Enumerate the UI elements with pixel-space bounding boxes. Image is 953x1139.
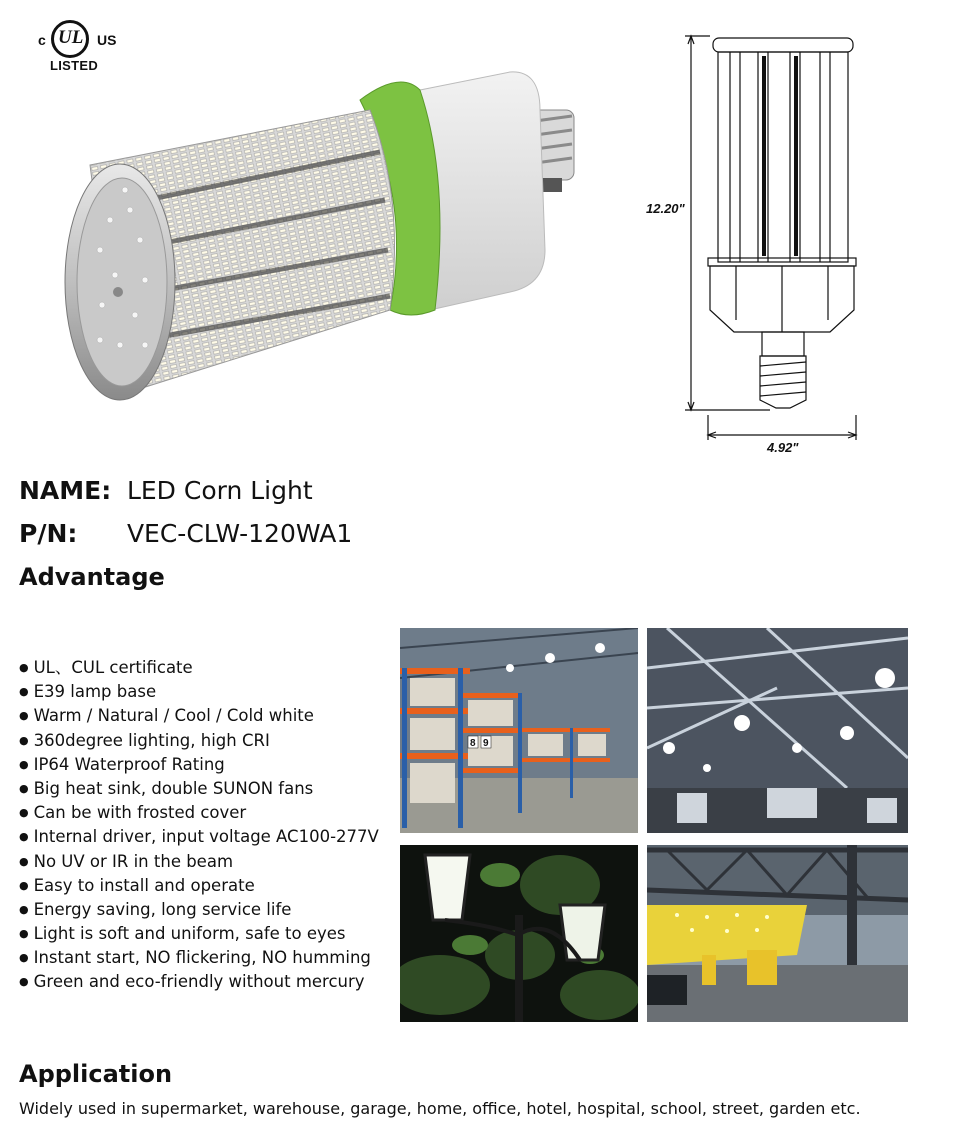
pn-label: P/N: — [19, 519, 78, 548]
gas-station-photo — [647, 845, 908, 1022]
name-label: NAME: — [19, 476, 112, 505]
warehouse-photo — [400, 628, 638, 833]
list-item: ● Light is soft and uniform, safe to eyes — [19, 922, 379, 946]
name-value: LED Corn Light — [126, 476, 313, 505]
product-photo — [40, 60, 600, 440]
pn-value: VEC-CLW-120WA1 — [126, 519, 353, 548]
list-item: ● Can be with frosted cover — [19, 801, 379, 825]
product-name-row — [19, 476, 313, 505]
width-dimension: 4.92" — [767, 440, 799, 455]
list-item: ● Warm / Natural / Cool / Cold white — [19, 704, 379, 728]
application-text: Widely used in supermarket, warehouse, garage, home, office, hotel, hospital, school, street, garden etc. — [19, 1099, 861, 1118]
dimension-drawing — [640, 20, 880, 460]
list-item: ● UL、CUL certificate — [19, 656, 379, 680]
list-item: ● E39 lamp base — [19, 680, 379, 704]
logo-c: c — [38, 32, 46, 48]
list-item: ● No UV or IR in the beam — [19, 850, 379, 874]
application-heading: Application — [19, 1060, 173, 1088]
list-item: ● Easy to install and operate — [19, 874, 379, 898]
advantage-list — [19, 656, 379, 995]
list-item: ● 360degree lighting, high CRI — [19, 729, 379, 753]
logo-listed: LISTED — [50, 58, 99, 73]
advantage-heading: Advantage — [19, 563, 165, 591]
factory-photo — [647, 628, 908, 833]
warehouse-tag: 9 — [483, 738, 489, 749]
logo-ul: UL — [58, 27, 84, 48]
list-item: ● Green and eco-friendly without mercury — [19, 970, 379, 994]
part-number-row — [19, 519, 352, 548]
height-dimension: 12.20" — [646, 201, 685, 216]
list-item: ● IP64 Waterproof Rating — [19, 753, 379, 777]
list-item: ● Big heat sink, double SUNON fans — [19, 777, 379, 801]
list-item: ● Internal driver, input voltage AC100-277V — [19, 825, 379, 849]
garden-photo — [400, 845, 638, 1022]
warehouse-tag: 8 — [470, 738, 476, 749]
logo-us: US — [97, 32, 117, 48]
list-item: ● Instant start, NO flickering, NO humming — [19, 946, 379, 970]
list-item: ● Energy saving, long service life — [19, 898, 379, 922]
